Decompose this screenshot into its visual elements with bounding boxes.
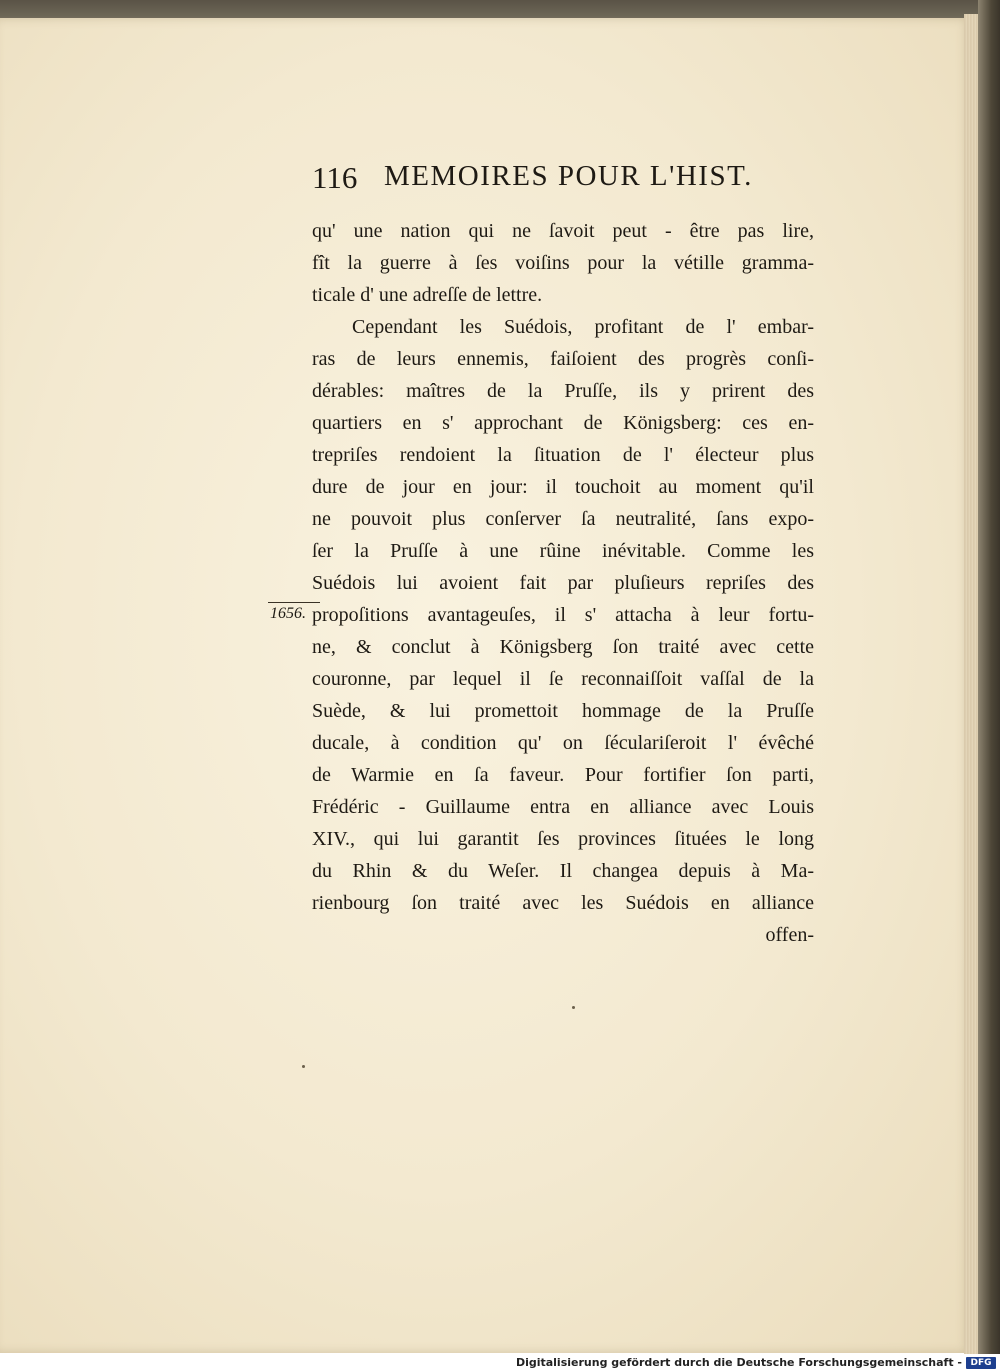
text-line: quartiers en s' approchant de Königsberg: ces en- — [312, 412, 814, 434]
text-line: dérables: maîtres de la Pruſſe, ils y prirent des — [312, 380, 814, 402]
text-line: Frédéric - Guillaume entra en alliance avec Louis — [312, 796, 814, 818]
text-line: rienbourg ſon traité avec les Suédois en alliance — [312, 892, 814, 914]
text-line: ne, & conclut à Königsberg ſon traité avec cette — [312, 636, 814, 658]
running-title: MEMOIRES POUR L'HIST. — [384, 160, 753, 192]
page-number: 116 — [312, 160, 358, 195]
text-line: trepriſes rendoient la ſituation de l' électeur plus — [312, 444, 814, 466]
text-line: dure de jour en jour: il touchoit au moment qu'il — [312, 476, 814, 498]
text-line: ticale d' une adreſſe de lettre. — [312, 284, 543, 306]
text-line: du Rhin & du Weſer. Il changea depuis à Ma- — [312, 860, 814, 882]
text-line: fît la guerre à ſes voiſins pour la vétille gramma- — [312, 252, 814, 274]
body-text — [312, 215, 814, 951]
text-line: ras de leurs ennemis, faiſoient des progrès conſi- — [312, 348, 814, 370]
text-line: Cependant les Suédois, profitant de l' embar- — [352, 316, 814, 338]
margin-note-year: 1656. — [270, 605, 306, 622]
paper-speck — [572, 1006, 575, 1009]
text-line: ſer la Pruſſe à une rûine inévitable. Comme les — [312, 540, 814, 562]
text-line: de Warmie en ſa faveur. Pour fortifier ſon parti, — [312, 764, 814, 786]
page-header — [312, 158, 812, 202]
text-line: couronne, par lequel il ſe reconnaiſſoit vaſſal de la — [312, 668, 814, 690]
text-line: ducale, à condition qu' on ſéculariſeroit l' évêché — [312, 732, 814, 754]
footer-bar — [0, 1354, 1000, 1371]
text-line: Suédois lui avoient fait par pluſieurs repriſes des — [312, 572, 814, 594]
text-line: Suède, & lui promettoit hommage de la Pruſſe — [312, 700, 814, 722]
text-line: qu' une nation qui ne ſavoit peut - être pas lire, — [312, 220, 814, 242]
digitization-credit: Digitalisierung gefördert durch die Deutsche Forschungsgemeinschaft - — [515, 1356, 962, 1369]
catchword: offen- — [765, 924, 814, 946]
dfg-logo: DFG — [966, 1357, 996, 1369]
paper-speck — [302, 1065, 305, 1068]
text-line: propoſitions avantageuſes, il s' attacha à leur fortu- — [312, 604, 814, 626]
text-line: ne pouvoit plus conſerver ſa neutralité, ſans expo- — [312, 508, 814, 530]
scan-right-edge — [978, 0, 1000, 1360]
text-line: XIV., qui lui garantit ſes provinces ſituées le long — [312, 828, 814, 850]
